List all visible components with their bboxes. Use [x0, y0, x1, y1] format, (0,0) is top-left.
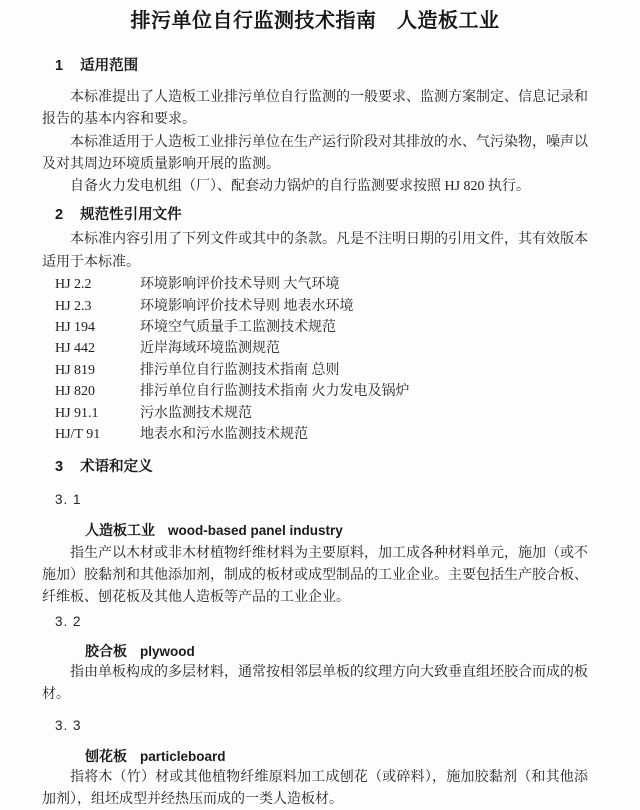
section-1-title: 适用范围	[80, 58, 139, 74]
section-1-paragraph-1: 本标准提出了人造板工业排污单位自行监测的一般要求、监测方案制定、信息记录和报告的基本内容和要求。	[42, 90, 588, 128]
reference-code: HJ/T 91	[55, 427, 101, 443]
section-1-heading	[55, 56, 588, 76]
reference-code: HJ 2.3	[55, 298, 92, 314]
term-en: particleboard	[140, 749, 226, 765]
section-3-number: 3	[55, 458, 64, 475]
term-zh: 人造板工业	[85, 521, 155, 538]
reference-title: 环境影响评价技术导则 大气环境	[140, 277, 340, 293]
reference-code: HJ 2.2	[55, 277, 92, 293]
term-definition: 指生产以木材或非木材植物纤维材料为主要原料，加工成各种材料单元，施加（或不施加）胶黏剂和其他添加剂，制成的板材或成型制品的工业企业。主要包括生产胶合板、纤维板、刨花板及其他人造板等产品的工业企业。	[42, 545, 588, 606]
term-zh: 刨花板	[85, 748, 127, 765]
clause-number-3-1: 3. 1	[55, 491, 82, 507]
reference-code: HJ 820	[55, 384, 96, 400]
reference-item	[55, 296, 588, 317]
clause-number-3-2: 3. 2	[55, 613, 82, 629]
section-2-number: 2	[55, 207, 64, 224]
reference-item	[55, 274, 588, 295]
section-2-heading	[55, 205, 588, 225]
term-definition: 指由单板构成的多层材料，通常按相邻层单板的纹理方向大致垂直组坯胶合而成的板材。	[42, 664, 588, 702]
reference-title: 排污单位自行监测技术指南 总则	[140, 362, 340, 378]
section-3-heading	[55, 457, 588, 477]
reference-code: HJ 194	[55, 319, 96, 335]
section-2-intro: 本标准内容引用了下列文件或其中的条款。凡是不注明日期的引用文件，其有效版本适用于本标准。	[42, 232, 588, 270]
reference-title: 污水监测技术规范	[140, 405, 252, 421]
term-line	[85, 641, 588, 662]
reference-item	[55, 317, 588, 338]
reference-item	[55, 360, 588, 381]
term-definition: 指将木（竹）材或其他植物纤维原料加工成刨花（或碎料），施加胶黏剂（和其他添加剂），组坯成型并经热压而成的一类人造板材。	[42, 770, 588, 808]
term-line	[85, 746, 588, 767]
section-1-paragraph-2: 本标准适用于人造板工业排污单位在生产运行阶段对其排放的水、气污染物，噪声以及对其周边环境质量影响开展的监测。	[42, 134, 588, 172]
reference-item	[55, 381, 588, 402]
reference-title: 地表水和污水监测技术规范	[140, 427, 308, 443]
reference-code: HJ 442	[55, 341, 96, 357]
reference-code: HJ 91.1	[55, 405, 99, 421]
reference-item	[55, 424, 588, 445]
term-en: plywood	[140, 643, 195, 659]
section-3-title: 术语和定义	[80, 458, 153, 475]
term-line	[85, 520, 588, 541]
section-1-paragraph-3: 自备火力发电机组（厂）、配套动力锅炉的自行监测要求按照 HJ 820 执行。	[70, 179, 531, 195]
reference-item	[55, 403, 588, 424]
reference-title: 环境影响评价技术导则 地表水环境	[140, 298, 354, 314]
clause-number-3-3: 3. 3	[55, 718, 82, 734]
reference-title: 排污单位自行监测技术指南 火力发电及锅炉	[140, 384, 410, 400]
reference-title: 环境空气质量手工监测技术规范	[140, 319, 336, 335]
section-2-title: 规范性引用文件	[80, 207, 182, 224]
reference-title: 近岸海域环境监测规范	[140, 341, 280, 357]
document-title: 排污单位自行监测技术指南 人造板工业	[130, 10, 500, 32]
section-1-number: 1	[55, 58, 64, 74]
reference-item	[55, 338, 588, 359]
term-en: wood-based panel industry	[168, 522, 343, 538]
reference-code: HJ 819	[55, 362, 96, 378]
reference-list	[55, 274, 588, 446]
term-zh: 胶合板	[85, 642, 127, 659]
